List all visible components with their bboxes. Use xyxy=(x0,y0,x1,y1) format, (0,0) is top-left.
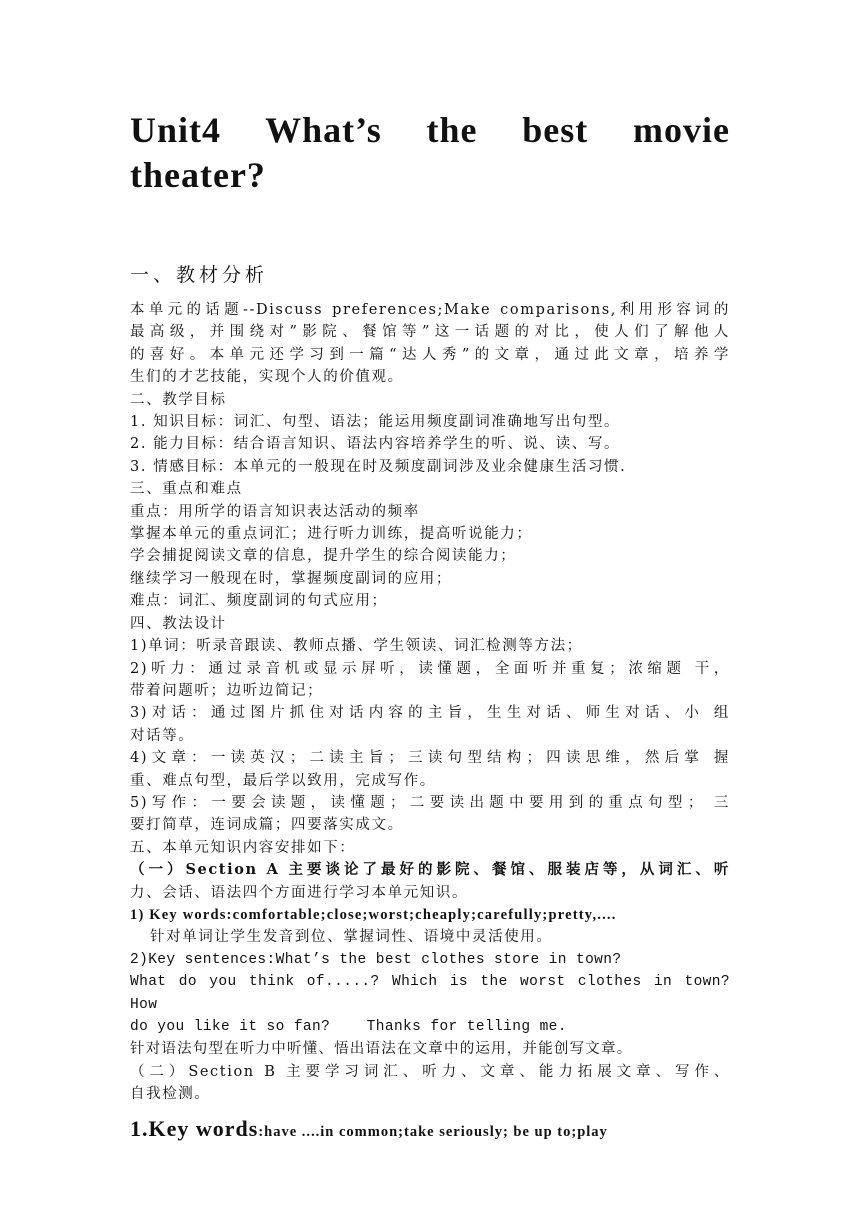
key-point-line: 学会捕捉阅读文章的信息，提升学生的综合阅读能力； xyxy=(130,548,517,565)
section-heading-analysis: 一、教材分析 xyxy=(130,264,269,286)
key-sentences-line: What do you think of.....? Which is the worst clothes in town? How xyxy=(130,974,730,1013)
section-heading-arrangement: 五、本单元知识内容安排如下： xyxy=(130,839,356,856)
key-sentences-line: 2)Key sentences:What’s the best clothes store in town? xyxy=(130,951,622,968)
method-line: 5)写作：一要会读题，读懂题；二要读出题中要用到的重点句型； 三 xyxy=(130,794,730,811)
keywords-a: 1) Key words:comfortable;close;worst;cheaply;carefully;pretty,.... xyxy=(130,906,617,923)
grammar-note: 针对语法句型在听力中听懂、悟出语法在文章中的运用，并能创写文章。 xyxy=(130,1041,633,1058)
key-point-line: 继续学习一般现在时，掌握频度副词的应用； xyxy=(130,570,452,587)
document-page xyxy=(130,108,730,1143)
analysis-line: 生们的才艺技能，实现个人的价值观。 xyxy=(130,369,404,386)
keywords-a-note: 针对单词让学生发音到位、掌握词性、语境中灵活使用。 xyxy=(150,929,553,946)
section-heading-methods: 四、教法设计 xyxy=(130,615,227,632)
key-point-line: 掌握本单元的重点词汇；进行听力训练，提高听说能力； xyxy=(130,526,533,543)
goal-item: 2. 能力目标：结合语言知识、语法内容培养学生的听、说、读、写。 xyxy=(130,436,621,453)
key-point-line: 重点：用所学的语言知识表达活动的频率 xyxy=(130,503,420,520)
method-line: 1)单词：听录音跟读、教师点播、学生领读、词汇检测等方法； xyxy=(130,638,583,655)
goal-item: 1. 知识目标：词汇、句型、语法；能运用频度副词准确地写出句型。 xyxy=(130,414,621,431)
method-line: 4)文章：一读英汉；二读主旨；三读句型结构；四读思维，然后掌 握 xyxy=(130,750,730,767)
method-line: 要打简草，连词成篇；四要落实成文。 xyxy=(130,817,404,834)
section-a-line: 力、会话、语法四个方面进行学习本单元知识。 xyxy=(130,884,469,901)
analysis-line: 最高级，并围绕对”影院、餐馆等”这一话题的对比，使人们了解他人 xyxy=(130,324,730,341)
keywords-b-lead: 1.Key words xyxy=(130,1115,259,1141)
method-line: 3)对话：通过图片抓住对话内容的主旨，生生对话、师生对话、小 组 xyxy=(130,705,730,722)
keywords-b xyxy=(130,1115,730,1143)
key-sentences-line: do you like it so fan? Thanks for telling me. xyxy=(130,1019,567,1035)
section-b-line: （二）Section B 主要学习词汇、听力、文章、能力拓展文章、写作、 xyxy=(130,1063,730,1080)
method-line: 重、难点句型，最后学以致用，完成写作。 xyxy=(130,772,436,789)
method-line: 对话等。 xyxy=(130,727,195,744)
keywords-b-rest: :have ....in common;take seriously; be up to;play xyxy=(258,1123,608,1140)
method-line: 2)听力：通过录音机或显示屏听，读懂题，全面听并重复；浓缩题 干， xyxy=(130,660,730,677)
key-point-line: 难点：词汇、频度副词的句式应用； xyxy=(130,593,388,610)
section-heading-key-points: 三、重点和难点 xyxy=(130,481,243,498)
page-title-continued: theater? xyxy=(130,155,266,195)
page-title: Unit4 What’s the best movie xyxy=(130,110,730,150)
analysis-line: 本单元的话题--Discuss preferences;Make comparisons,利用形容词的 xyxy=(130,302,730,318)
method-line: 带着问题听；边听边简记； xyxy=(130,682,324,699)
section-b-line: 自我检测。 xyxy=(130,1086,211,1103)
analysis-line: 的喜好。本单元还学习到一篇“达人秀”的文章，通过此文章，培养学 xyxy=(130,346,730,363)
section-a-line: （一）Section A 主要谈论了最好的影院、餐馆、服装店等，从词汇、听 xyxy=(130,861,730,879)
section-heading-goals: 二、教学目标 xyxy=(130,391,227,408)
goal-item: 3. 情感目标：本单元的一般现在时及频度副词涉及业余健康生活习惯. xyxy=(130,458,627,475)
